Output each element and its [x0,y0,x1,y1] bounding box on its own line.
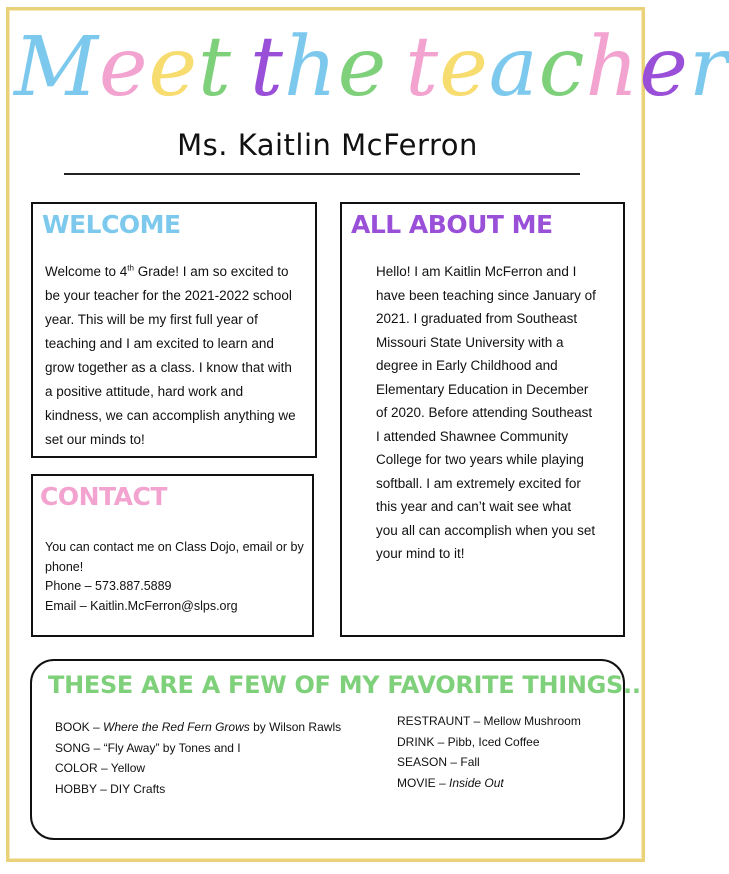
title-letter: a [488,20,539,115]
about-me-text: Hello! I am Kaitlin McFerron and I have been teaching since January of 2021. I graduated from Southeast Missouri State University with a degree in Early Childhood and Elementary Education in December of 2020. Before attending Southeast I attended Shawnee Community College for two years while playing softball. I am extremely excited for this year and can’t wait see what you all can accomplish when you set your mind to it! [376,264,596,561]
favorite-item [55,758,385,779]
contact-text [45,538,307,616]
contact-phone: Phone – 573.887.5889 [45,579,172,593]
contact-heading: CONTACT [40,482,167,511]
name-divider [64,173,580,175]
teacher-name: Ms. Kaitlin McFerron [177,128,478,162]
welcome-text-sup: th [127,263,134,273]
welcome-text [45,260,303,452]
favorite-label: COLOR – Yellow [55,761,146,775]
favorite-item [397,773,617,794]
title-letter: e [98,20,149,115]
contact-section [31,474,314,637]
about-me-heading: ALL ABOUT ME [351,210,553,239]
title-letter: h [585,20,640,115]
favorite-title: Where the Red Fern Grows [103,720,250,734]
title-letter: e [439,20,489,115]
page-title [14,18,729,120]
favorites-right-list [397,711,617,793]
title-letter: M [14,20,99,115]
favorites-left-list [55,717,385,799]
favorite-label: RESTRAUNT – Mellow Mushroom [397,714,581,728]
welcome-heading: WELCOME [42,210,181,239]
favorite-item [397,752,617,773]
title-letter: c [538,20,586,115]
favorite-label: HOBBY – DIY Crafts [55,781,166,796]
favorite-item [397,711,617,732]
contact-email: Email – Kaitlin.McFerron@slps.org [45,598,238,613]
favorites-section [30,659,641,840]
title-letter: h [283,20,338,115]
welcome-section [31,202,317,458]
favorite-label: DRINK – Pibb, Iced Coffee [397,734,540,749]
favorite-item [55,738,385,759]
about-me-section [340,202,625,637]
title-letter: e [639,20,689,115]
title-space [387,18,405,118]
favorite-title: Inside Out [449,775,504,790]
favorite-label: BOOK – [55,720,104,734]
title-letter: t [249,20,284,115]
title-letter: r [688,20,729,115]
welcome-text-start: Welcome to 4 [45,264,128,279]
title-letter: t [198,20,232,115]
favorite-item [397,732,617,753]
welcome-text-rest: Grade! I am so excited to be your teacher for the 2021-2022 school year. This will be my first full year of teaching and I am excited to learn and grow together as a class. I know that with a positive attitude, hard work and kindness, we can accomplish anything we set our minds to! [45,264,296,447]
favorite-label: SEASON – Fall [397,755,480,769]
title-space [232,18,250,118]
title-letter: e [148,20,199,115]
favorite-item [55,779,385,800]
title-letter: t [405,20,440,115]
favorite-label: MOVIE – [397,775,450,790]
favorite-label: SONG – “Fly Away” by Tones and I [55,740,241,755]
favorite-detail: by Wilson Rawls [249,720,342,734]
favorite-item [55,717,385,738]
favorites-heading: THESE ARE A FEW OF MY FAVORITE THINGS.. [48,671,641,699]
title-letter: e [337,20,388,115]
contact-intro: You can contact me on Class Dojo, email or by phone! [45,540,304,574]
